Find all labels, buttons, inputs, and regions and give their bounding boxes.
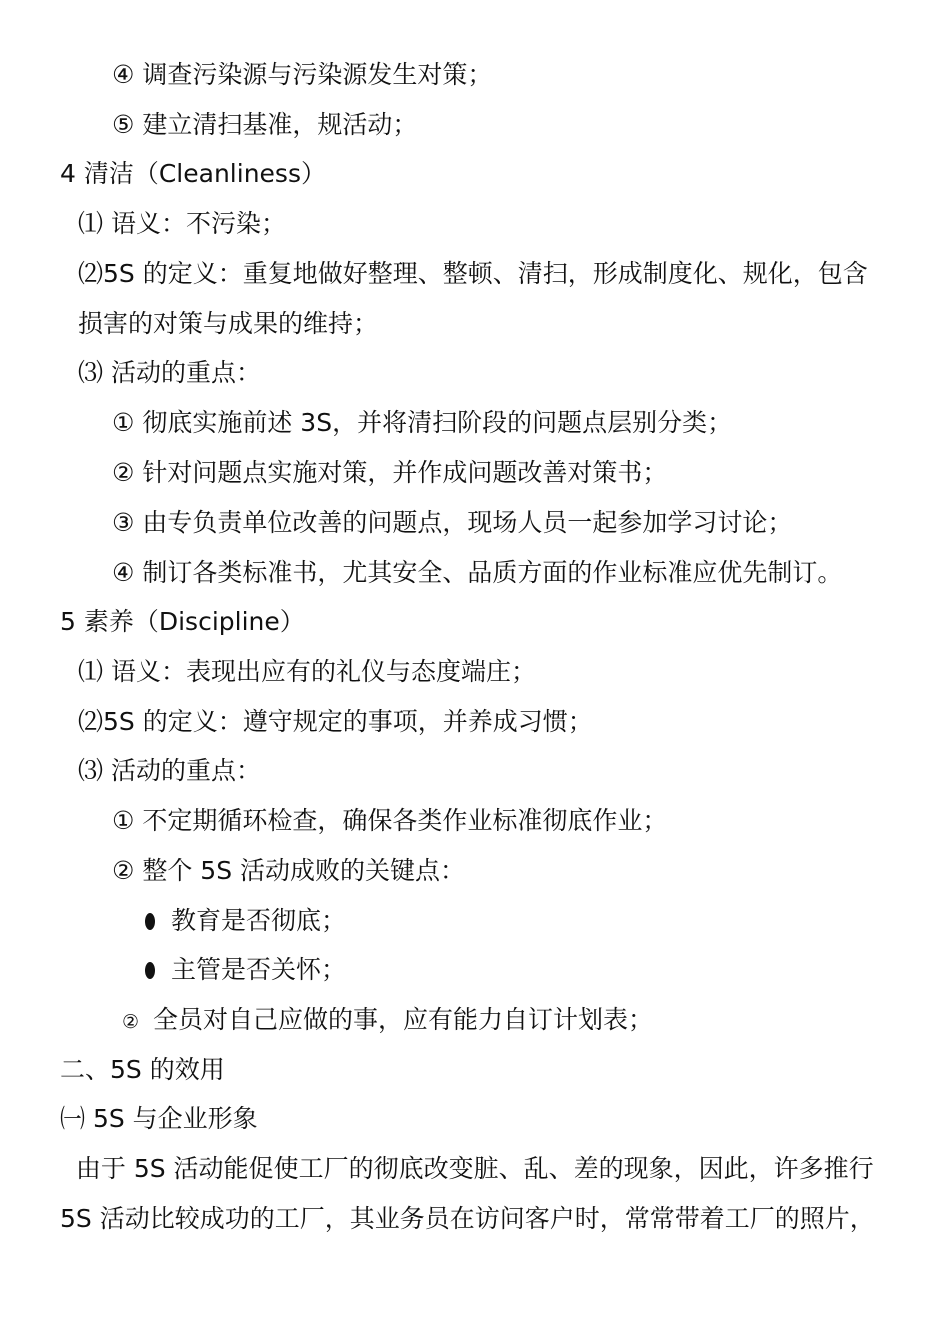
text-line: ① 不定期循环检查，确保各类作业标准彻底作业；	[112, 806, 668, 835]
section-heading: 4 清洁（Cleanliness）	[60, 159, 326, 188]
paragraph-line: 5S 活动比较成功的工厂，其业务员在访问客户时，常常带着工厂的照片，	[60, 1204, 875, 1233]
text-line: ② 针对问题点实施对策，并作成问题改善对策书；	[112, 458, 668, 487]
text-line: ② 整个 5S 活动成败的关键点：	[112, 856, 466, 885]
text-line: ⑴ 语义：不污染；	[78, 209, 286, 238]
bullet-item	[145, 904, 346, 938]
bullet-icon	[145, 962, 155, 979]
bullet-text: 教育是否彻底；	[171, 906, 347, 935]
text-line: ⑵5S 的定义：遵守规定的事项，并养成习惯；	[78, 707, 593, 736]
bullet-item	[145, 953, 346, 987]
bullet-item	[122, 1003, 653, 1039]
circled-marker-icon: ②	[122, 1011, 140, 1033]
subsection-heading: ㈠ 5S 与企业形象	[60, 1104, 258, 1133]
paragraph-line: 由于 5S 活动能促使工厂的彻底改变脏、乱、差的现象，因此，许多推行	[60, 1154, 874, 1183]
text-line: 损害的对策与成果的维持；	[78, 309, 379, 338]
text-line: ④ 调查污染源与污染源发生对策；	[112, 60, 493, 89]
text-line: ⑴ 语义：表现出应有的礼仪与态度端庄；	[78, 657, 536, 686]
section-heading: 5 素养（Discipline）	[60, 607, 305, 636]
text-line: ⑵5S 的定义：重复地做好整理、整顿、清扫，形成制度化、规化，包含	[78, 259, 868, 288]
text-line: ① 彻底实施前述 3S，并将清扫阶段的问题点层别分类；	[112, 408, 733, 437]
text-line: ⑶ 活动的重点：	[78, 358, 261, 387]
section-heading: 二、5S 的效用	[60, 1055, 225, 1084]
text-line: ⑶ 活动的重点：	[78, 756, 261, 785]
bullet-text: 全员对自己应做的事，应有能力自订计划表；	[153, 1005, 654, 1034]
bullet-text: 主管是否关怀；	[171, 955, 347, 984]
text-line: ④ 制订各类标准书，尤其安全、品质方面的作业标准应优先制订。	[112, 558, 843, 587]
text-line: ⑤ 建立清扫基准，规活动；	[112, 110, 418, 139]
bullet-icon	[145, 913, 155, 930]
text-line: ③ 由专负责单位改善的问题点，现场人员一起参加学习讨论；	[112, 508, 793, 537]
